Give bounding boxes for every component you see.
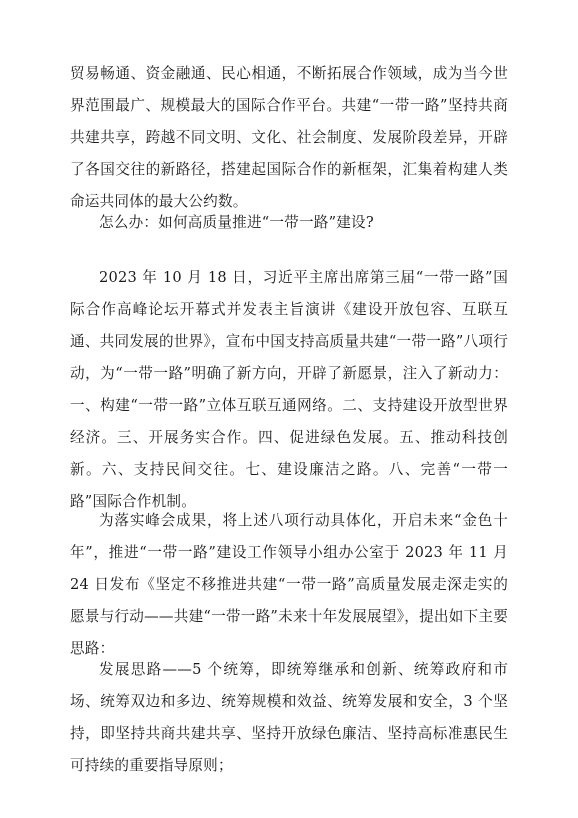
paragraph-cooperation-platform: 贸易畅通、资金融通、民心相通，不断拓展合作领域，成为当今世界范围最广、规模最大的国际合作平台。共建“一带一路”坚持共商共建共享，跨越不同文明、文化、社会制度、发展阶段差异，开辟了各国交往的新路径，搭建起国际合作的新框架，汇集着构建人类命运共同体的最大公约数。 [70, 65, 508, 210]
paragraph-question-heading: 怎么办：如何高质量推进“一带一路”建设? [99, 214, 374, 231]
paragraph-forum-speech: 2023 年 10 月 18 日，习近平主席出席第三届“一带一路”国际合作高峰论坛开幕式并发表主旨演讲《建设开放包容、互联互通、共同发展的世界》，宣布中国支持高质量共建“一带一路”八项行动，为“一带一路”明确了新方向，开辟了新愿景，注入了新动力：一、构建“一带一路”立体互联互通网络。二、支持建设开放型世界经济。三、开展务实合作。四、促进绿色发展。五、推动科技创新。六、支持民间交往。七、建设廉洁之路。八、完善“一带一路”国际合作机制。 [70, 269, 508, 510]
paragraph-development-ideas: 发展思路——5 个统筹，即统筹继承和创新、统筹政府和市场、统筹双边和多边、统筹规模和效益、统筹发展和安全，3 个坚持，即坚持共商共建共享、坚持开放绿色廉洁、坚持高标准惠民生可持续的重要指导原则； [70, 661, 508, 774]
paragraph-implementation: 为落实峰会成果，将上述八项行动具体化，开启未来“金色十年”，推进“一带一路”建设工作领导小组办公室于 2023 年 11 月 24 日发布《坚定不移推进共建“一带一路”高质量发展走深走实的愿景与行动——共建“一带一路”未来十年发展展望》，提出如下主要思路： [70, 512, 508, 657]
